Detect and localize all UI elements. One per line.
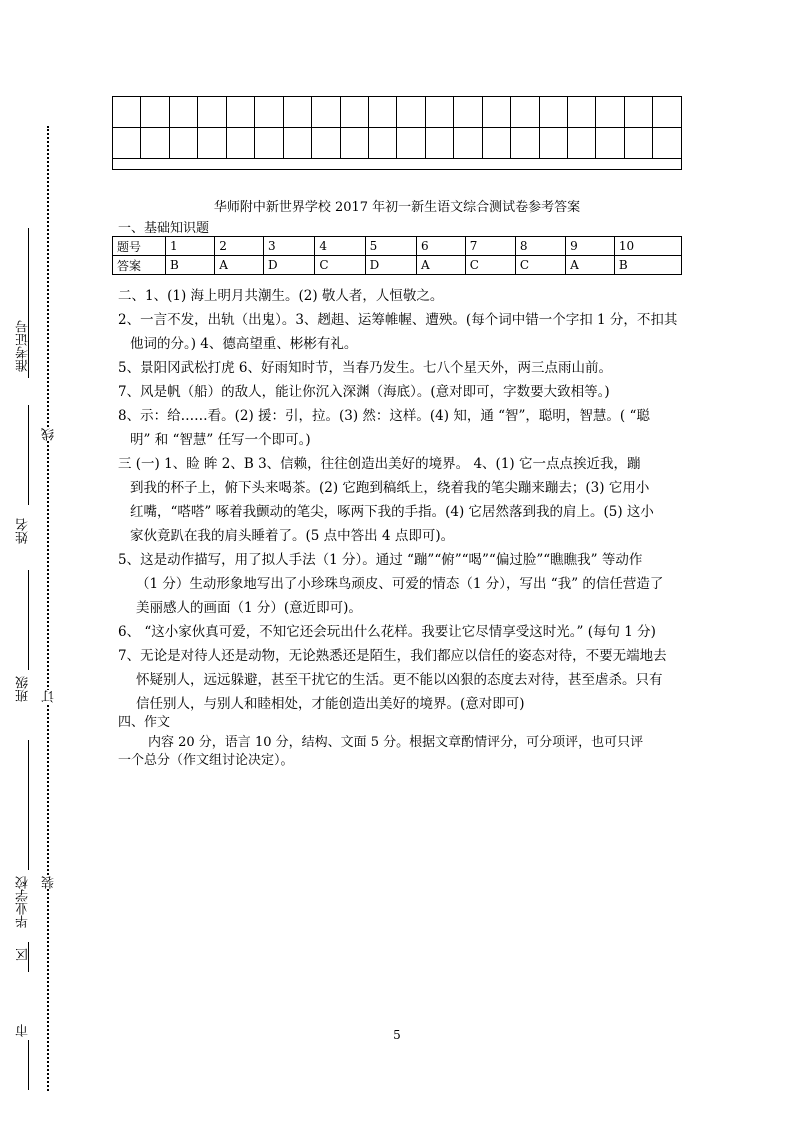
answer-line: （1 分）生动形象地写出了小珍珠鸟顽皮、可爱的情态（1 分），写出 “我” 的信任营造了 [136, 576, 664, 592]
city-label: 市 [16, 1024, 31, 1037]
school-label: 毕业学校 [16, 876, 31, 928]
table-cell: A [215, 256, 264, 275]
binding-dotted-line [47, 126, 49, 1091]
district-label: 区 [16, 948, 31, 961]
page-number: 5 [393, 1028, 401, 1042]
writing-grid [112, 96, 682, 170]
table-cell: B [614, 256, 681, 275]
section-heading-essay: 四、作文 [118, 715, 171, 730]
answer-line: 信任别人，与别人和睦相处，才能创造出美好的境界。(意对即可) [136, 696, 525, 712]
table-cell: 7 [465, 237, 515, 256]
answer-line: 6、 “这小家伙真可爱，不知它还会玩出什么花样。我要让它尽情享受这时光。” (每句 1 分) [118, 624, 656, 640]
answer-line: 明” 和 “智慧” 任写一个即可。) [130, 432, 311, 448]
class-label: 班级 [16, 676, 31, 702]
binding-mark-ding: 订 [42, 690, 57, 703]
table-cell: B [166, 256, 215, 275]
answer-line: 7、风是帆（船）的敌人，能让你沉入深渊（海底）。(意对即可，字数要大致相等。) [118, 384, 610, 400]
essay-scoring-line: 内容 20 分，语言 10 分，结构、文面 5 分。根据文章酌情评分，可分项评，也可只评 [148, 735, 644, 750]
essay-scoring-line: 一个总分（作文组讨论决定）。 [118, 753, 294, 768]
answer-body [118, 284, 698, 716]
answer-table-number-row [113, 237, 682, 256]
table-header-number: 题号 [113, 237, 166, 256]
exam-id-label: 准考证号 [16, 320, 31, 372]
table-cell: 3 [263, 237, 314, 256]
table-cell: 4 [315, 237, 365, 256]
table-cell: 6 [416, 237, 465, 256]
answer-line: 5、景阳冈武松打虎 6、好雨知时节，当春乃发生。七八个星天外，两三点雨山前。 [118, 360, 612, 376]
school-underline [28, 740, 29, 870]
answer-line: 他词的分。) 4、德高望重、彬彬有礼。 [130, 336, 358, 352]
table-cell: D [263, 256, 314, 275]
answer-line: 怀疑别人，远远躲避，甚至干扰它的生活。更不能以凶狠的态度去对待，甚至虐杀。只有 [136, 672, 663, 688]
class-underline [28, 570, 29, 670]
section-heading-basic: 一、基础知识题 [118, 221, 210, 236]
table-header-answer: 答案 [113, 256, 166, 275]
name-label: 姓名 [16, 518, 31, 544]
table-cell: A [566, 256, 615, 275]
answer-line: 到我的杯子上，俯下头来喝茶。(2) 它跑到稿纸上，绕着我的笔尖蹦来蹦去；(3) 它用小 [130, 480, 650, 496]
page-title: 华师附中新世界学校 2017 年初一新生语文综合测试卷参考答案 [213, 200, 581, 215]
table-cell: 5 [365, 237, 416, 256]
table-cell: 10 [614, 237, 681, 256]
answer-line: 家伙竟趴在我的肩头睡着了。(5 点中答出 4 点即可)。 [130, 528, 455, 544]
answer-line: 二、1、(1) 海上明月共潮生。(2) 敬人者，人恒敬之。 [118, 288, 444, 304]
city-underline [28, 1040, 29, 1090]
table-cell: A [416, 256, 465, 275]
answer-line: 8、示：给……看。(2) 援：引，拉。(3) 然：这样。(4) 知，通 “智”，聪明，智慧。( “聪 [118, 408, 650, 424]
answer-line: 7、无论是对待人还是动物，无论熟悉还是陌生，我们都应以信任的姿态对待，不要无端地去 [118, 648, 667, 664]
table-cell: D [365, 256, 416, 275]
answer-table [112, 236, 682, 275]
answer-line: 5、这是动作描写，用了拟人手法（1 分）。通过 “蹦”“俯”“喝”“偏过脸”“瞧瞧我” 等动作 [118, 552, 643, 568]
binding-mark-xian: 线 [42, 428, 57, 441]
table-cell: 1 [166, 237, 215, 256]
table-cell: C [465, 256, 515, 275]
answer-line: 红嘴，“嗒嗒” 啄着我颤动的笔尖，啄两下我的手指。(4) 它居然落到我的肩上。(5) 这小 [130, 504, 654, 520]
table-cell: 2 [215, 237, 264, 256]
answer-line: 美丽感人的画面（1 分）(意近即可)。 [136, 600, 362, 616]
answer-table-answer-row [113, 256, 682, 275]
table-cell: C [515, 256, 565, 275]
table-cell: 8 [515, 237, 565, 256]
answer-line: 2、一言不发，出轨（出鬼）。3、趔趄、运筹帷幄、遭殃。(每个词中错一个字扣 1 分，不扣其 [118, 312, 678, 328]
table-cell: C [315, 256, 365, 275]
answer-line: 三 (一) 1、睑 眸 2、B 3、信赖，往往创造出美好的境界。 4、(1) 它一点点挨近我，蹦 [118, 456, 641, 472]
binding-mark-zhuang: 装 [42, 876, 57, 889]
name-underline [28, 405, 29, 505]
table-cell: 9 [566, 237, 615, 256]
